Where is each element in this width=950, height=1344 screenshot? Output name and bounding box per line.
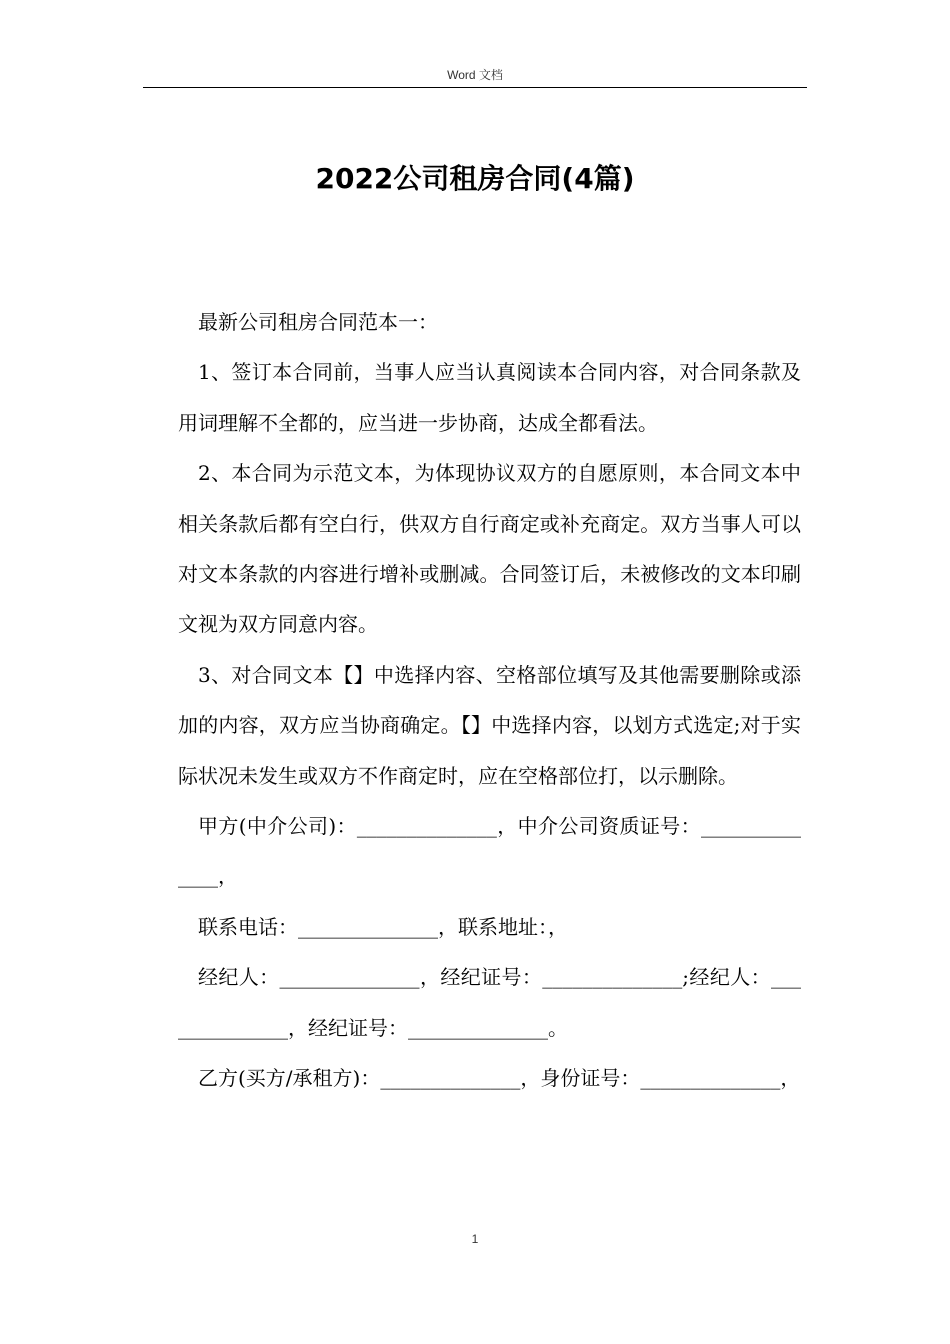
- clause-2: 2、本合同为示范文本，为体现协议双方的自愿原则，本合同文本中相关条款后都有空白行，供双方自行商定或补充商定。双方当事人可以对文本条款的内容进行增补或删减。合同签订后，未被修改的文本印刷文视为双方同意内容。: [178, 461, 801, 637]
- document-title: 2022公司租房合同(4篇): [315, 162, 635, 195]
- contact-line: 联系电话：______________，联系地址：，: [198, 914, 568, 939]
- party-a-line: 甲方(中介公司)：______________，中介公司资质证号：______________，: [178, 814, 801, 889]
- document-body: [178, 297, 801, 1104]
- page-header: Word 文档: [447, 68, 503, 82]
- header-divider: [143, 87, 807, 88]
- clause-1: 1、签订本合同前，当事人应当认真阅读本合同内容，对合同条款及用词理解不全都的，应当进一步协商，达成全都看法。: [178, 360, 801, 435]
- party-b-line: 乙方(买方/承租方)：______________，身份证号：______________，: [198, 1066, 801, 1091]
- page-number: 1: [471, 1232, 479, 1246]
- section-heading: 最新公司租房合同范本一：: [198, 310, 438, 334]
- agent-line: 经纪人：______________，经纪证号：______________;经纪人：______________，经纪证号：______________。: [178, 965, 801, 1040]
- clause-3: 3、对合同文本【】中选择内容、空格部位填写及其他需要删除或添加的内容，双方应当协商确定。【】中选择内容，以划方式选定;对于实际状况未发生或双方不作商定时，应在空格部位打，以示删除。: [178, 662, 801, 788]
